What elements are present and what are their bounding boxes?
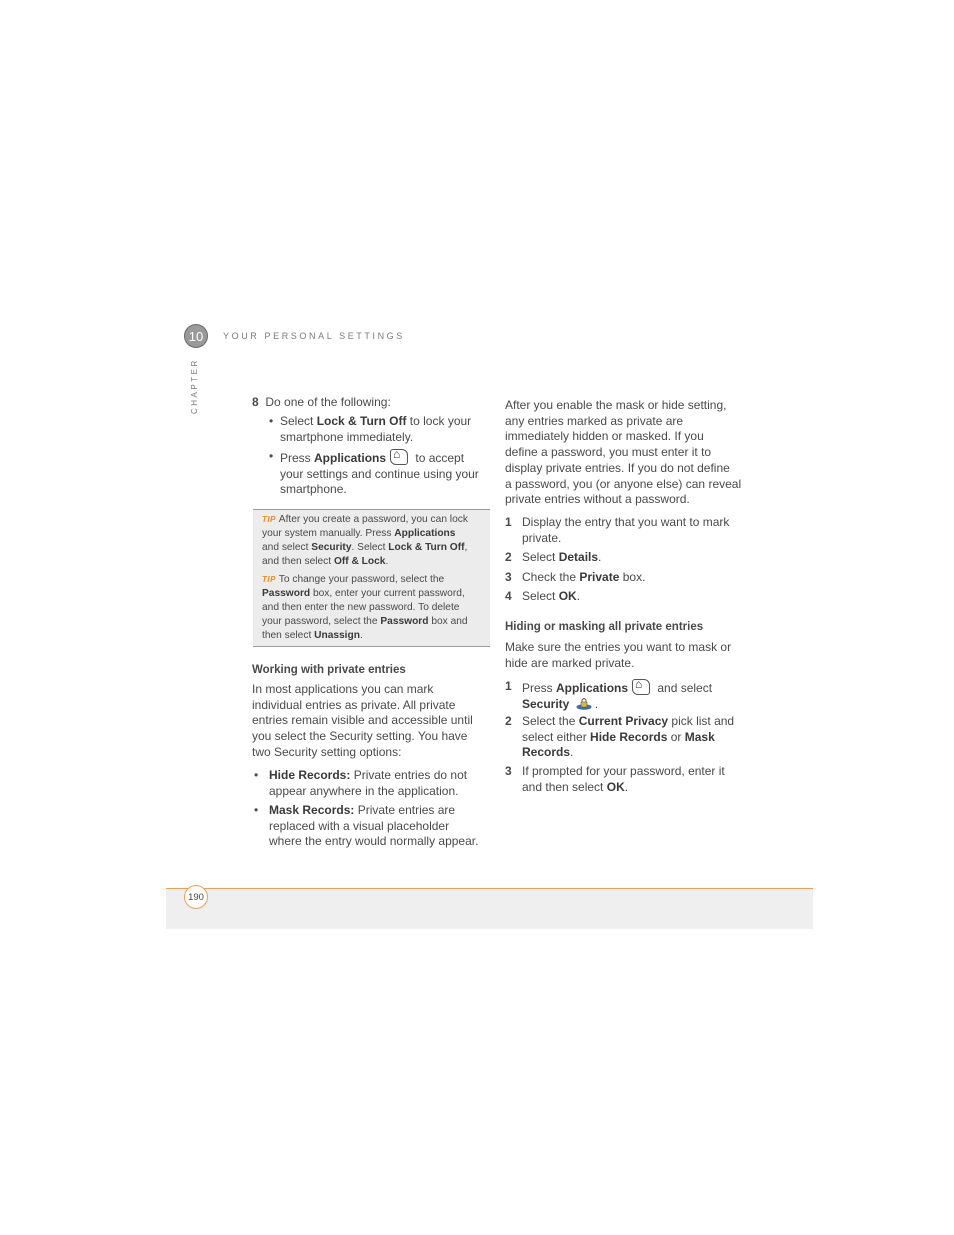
bold-text: Private — [579, 570, 620, 584]
step-number: 1 — [505, 679, 512, 693]
text: After you create a password, you can lock — [278, 514, 468, 525]
bold-text: Records — [522, 745, 571, 760]
step-number: 3 — [505, 764, 512, 778]
step-1-text — [522, 515, 729, 546]
text: a password, you (or anyone else) can reveal — [505, 476, 742, 491]
chapter-title: YOUR PERSONAL SETTINGS — [223, 331, 405, 341]
bullet-press-text — [280, 449, 479, 498]
bold-text: Lock & Turn Off — [316, 414, 407, 428]
bullet-press: • — [269, 449, 274, 463]
text: then select — [262, 630, 315, 641]
step-8 — [252, 395, 391, 411]
step-2-text — [522, 550, 601, 566]
text: select either — [522, 729, 591, 744]
step-4-text — [522, 589, 580, 605]
bullet-lock-text — [280, 414, 471, 445]
text: and select — [654, 681, 713, 695]
tip-2 — [262, 573, 468, 643]
text: private. — [522, 530, 562, 545]
chapter-label: CHAPTER — [190, 358, 199, 414]
step2-1-text — [522, 679, 712, 712]
text: After you enable the mask or hide setting, — [505, 398, 727, 412]
text: smartphone. — [280, 482, 347, 497]
text: Private entries are — [354, 803, 456, 817]
text: Select the — [522, 714, 579, 728]
text: to lock your — [406, 414, 472, 428]
text: . — [624, 779, 629, 794]
tip-label: TIP — [262, 575, 276, 584]
bold-text: Password — [380, 616, 429, 627]
mask-hide-paragraph — [505, 398, 741, 508]
bullet: • — [254, 803, 259, 817]
text: . — [594, 696, 599, 711]
bold-text: Applications — [394, 528, 456, 539]
text: immediately hidden or masked. If you — [505, 429, 704, 444]
text: any entries marked as private are — [505, 413, 684, 428]
text: hide are marked private. — [505, 655, 635, 670]
text: Display the entry that you want to mark — [522, 515, 730, 529]
bold-text: OK — [558, 589, 577, 603]
text: where the entry would normally appear. — [269, 834, 479, 849]
text: Press — [280, 451, 315, 465]
text: entries remain visible and accessible until — [252, 713, 473, 728]
text: In most applications you can mark — [252, 682, 434, 696]
step-number: 1 — [505, 515, 512, 529]
text: define a password, you must enter it to — [505, 445, 712, 460]
text: appear anywhere in the application. — [269, 783, 459, 798]
text: Select — [522, 550, 559, 564]
text: to accept — [412, 451, 465, 465]
section-heading-private-entries: Working with private entries — [252, 664, 406, 676]
text: Private entries do not — [350, 768, 468, 782]
text: . — [570, 745, 574, 760]
text: If prompted for your password, enter it — [522, 764, 725, 778]
bold-text: Details — [558, 550, 599, 564]
bold-text: Password — [262, 588, 311, 599]
text: , — [464, 542, 468, 553]
text: display private entries. If you do not define — [505, 460, 730, 475]
step-number: 4 — [505, 589, 512, 603]
step-3-text — [522, 570, 645, 586]
text: you select the Security setting. You have — [252, 729, 468, 744]
tip-label: TIP — [262, 515, 276, 524]
bold-text: Unassign — [314, 630, 360, 641]
step-number: 2 — [505, 714, 512, 728]
text: Make sure the entries you want to mask or — [505, 640, 732, 654]
section-heading-hiding-masking: Hiding or masking all private entries — [505, 621, 704, 633]
text: . — [385, 556, 389, 567]
text: and then select — [522, 779, 607, 794]
page-number: 190 — [184, 885, 208, 909]
bold-text: Current Privacy — [578, 714, 669, 728]
private-entries-paragraph — [252, 682, 473, 761]
text: box. — [619, 570, 646, 584]
bold-text: Applications — [556, 681, 629, 695]
text: Check the — [522, 570, 580, 584]
text: or — [667, 729, 685, 744]
text: . Select — [351, 542, 389, 553]
bold-text: Mask — [684, 729, 715, 744]
chapter-number-badge: 10 — [184, 324, 208, 348]
text: Select — [522, 589, 559, 603]
option-hide-records — [269, 768, 467, 799]
bold-text: OK — [606, 779, 625, 794]
applications-icon — [390, 449, 408, 465]
text: and then enter the new password. To delete — [262, 602, 460, 613]
text: individual entries as private. All private — [252, 697, 456, 712]
bold-text: Lock & Turn Off — [388, 542, 465, 553]
step-number: 8 — [252, 395, 259, 409]
text: and then select — [262, 556, 334, 567]
bold-text: Mask Records: — [269, 803, 355, 817]
text: your system manually. Press — [262, 528, 395, 539]
text: your settings and continue using your — [280, 466, 479, 481]
bullet: • — [254, 768, 259, 782]
hiding-masking-paragraph — [505, 640, 731, 671]
step-number: 3 — [505, 570, 512, 584]
tip-1 — [262, 513, 468, 569]
applications-icon — [632, 679, 650, 695]
step-text: Do one of the following: — [265, 395, 391, 409]
text: . — [359, 630, 363, 641]
bold-text: Hide Records: — [269, 768, 351, 782]
bold-text: Off & Lock — [333, 556, 386, 567]
bold-text: Hide Records — [590, 729, 668, 744]
text: private entries without a password. — [505, 492, 690, 507]
bold-text: Applications — [314, 451, 387, 465]
text: To change your password, select the — [278, 574, 445, 585]
step-number: 2 — [505, 550, 512, 564]
bold-text: Security — [311, 542, 352, 553]
text: pick list and — [668, 714, 735, 728]
text: your password, select the — [262, 616, 381, 627]
bold-text: Security — [522, 696, 570, 711]
text: . — [598, 550, 602, 564]
option-mask-records — [269, 803, 478, 850]
text: Select — [280, 414, 317, 428]
text: Press — [522, 681, 557, 695]
text: two Security setting options: — [252, 744, 402, 759]
text: and select — [262, 542, 312, 553]
text: smartphone immediately. — [280, 429, 414, 444]
footer-bar — [166, 888, 813, 929]
security-icon — [576, 698, 592, 710]
text: box and — [428, 616, 468, 627]
text: . — [576, 589, 581, 603]
step2-3-text — [522, 764, 725, 795]
text: replaced with a visual placeholder — [269, 818, 450, 833]
bullet-lock: • — [269, 414, 274, 428]
step2-2-text — [522, 714, 734, 761]
text: box, enter your current password, — [310, 588, 465, 599]
